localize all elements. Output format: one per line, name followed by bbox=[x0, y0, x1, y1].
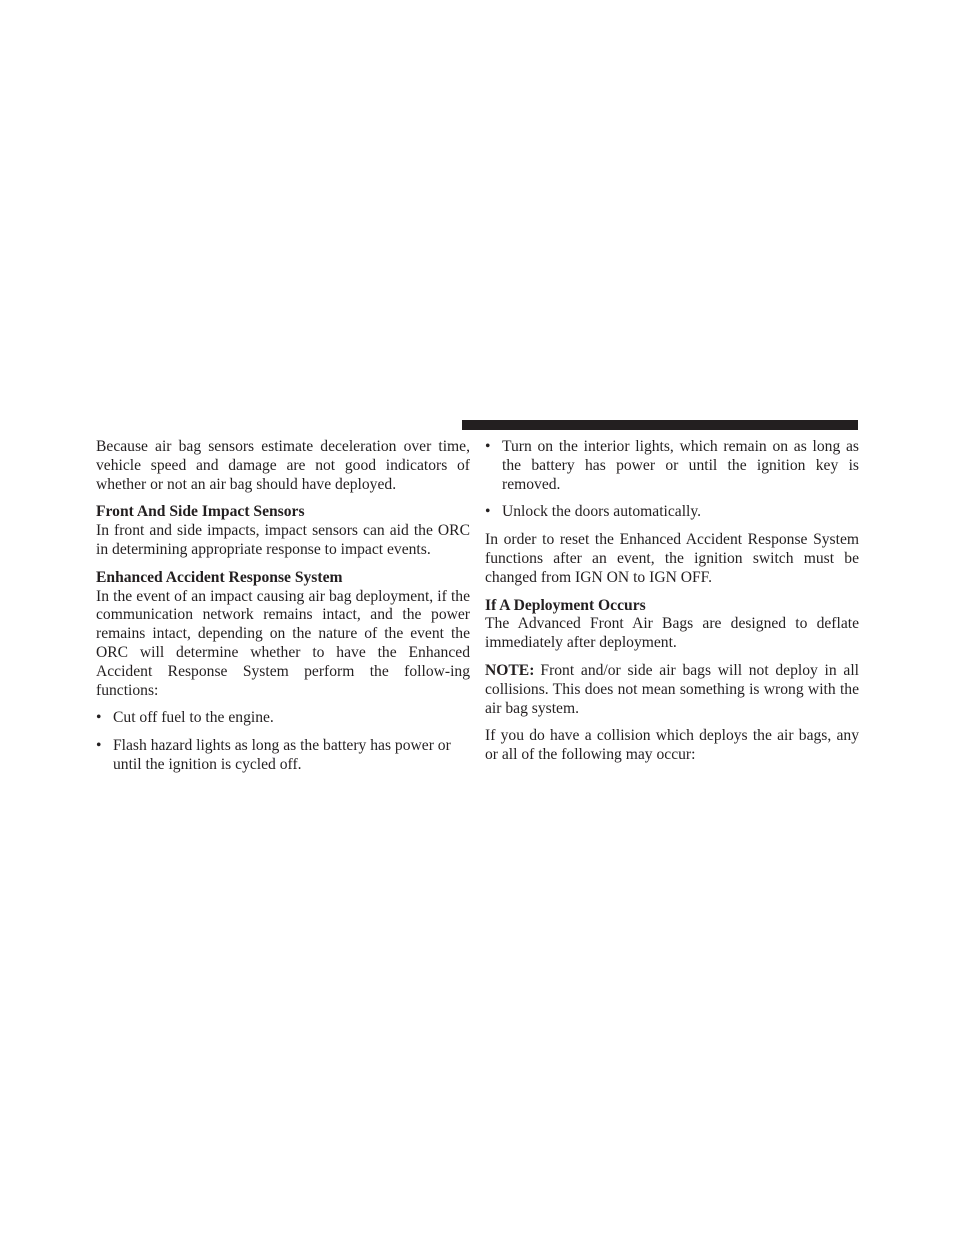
reset-paragraph: In order to reset the Enhanced Accident Response System functions after an event, the ignition switch must be changed from IGN ON to IGN OFF. bbox=[485, 531, 859, 586]
functions-list-right bbox=[485, 438, 859, 522]
front-side-impact-sensors-heading: Front And Side Impact Sensors bbox=[96, 503, 305, 521]
if-deployment-occurs-body: The Advanced Front Air Bags are designed to deflate immediately after deployment. bbox=[485, 615, 859, 652]
left-column bbox=[96, 438, 470, 784]
if-deployment-occurs-heading: If A Deployment Occurs bbox=[485, 596, 646, 614]
right-column bbox=[485, 438, 859, 774]
list-item-text: Cut off fuel to the engine. bbox=[113, 709, 274, 727]
bullet-icon: • bbox=[96, 737, 102, 755]
enhanced-accident-response-body: In the event of an impact causing air bag deployment, if the communication network remains intact, and the power remains intact, depending on the nature of the event the ORC will determine whether to have the Enhanced Accident Response System perform the follow-ing functions: bbox=[96, 587, 470, 699]
list-item bbox=[96, 737, 470, 775]
list-item-text: Turn on the interior lights, which remain on as long as the battery has power or until the ignition key is removed. bbox=[502, 438, 859, 493]
note-label: NOTE: bbox=[485, 661, 535, 679]
note-text: Front and/or side air bags will not deploy in all collisions. This does not mean something is wrong with the air bag system. bbox=[485, 661, 859, 717]
list-item bbox=[485, 438, 859, 494]
list-item bbox=[485, 503, 859, 522]
functions-list-left bbox=[96, 709, 470, 774]
list-item-text: Unlock the doors automatically. bbox=[502, 503, 702, 521]
list-item-text: Flash hazard lights as long as the battery has power or until the ignition is cycled off. bbox=[113, 737, 451, 773]
list-item bbox=[96, 709, 470, 728]
bullet-icon: • bbox=[96, 709, 102, 727]
intro-paragraph: Because air bag sensors estimate deceleration over time, vehicle speed and damage are not good indicators of whether or not an air bag should have deployed. bbox=[96, 438, 470, 493]
bullet-icon: • bbox=[485, 438, 491, 455]
note-paragraph bbox=[485, 662, 859, 718]
section-header-bar bbox=[462, 420, 858, 430]
enhanced-accident-response-heading: Enhanced Accident Response System bbox=[96, 568, 343, 586]
closing-paragraph: If you do have a collision which deploys the air bags, any or all of the following may occur: bbox=[485, 727, 859, 764]
front-side-impact-sensors-body: In front and side impacts, impact sensors can aid the ORC in determining appropriate response to impact events. bbox=[96, 522, 470, 558]
bullet-icon: • bbox=[485, 503, 491, 521]
